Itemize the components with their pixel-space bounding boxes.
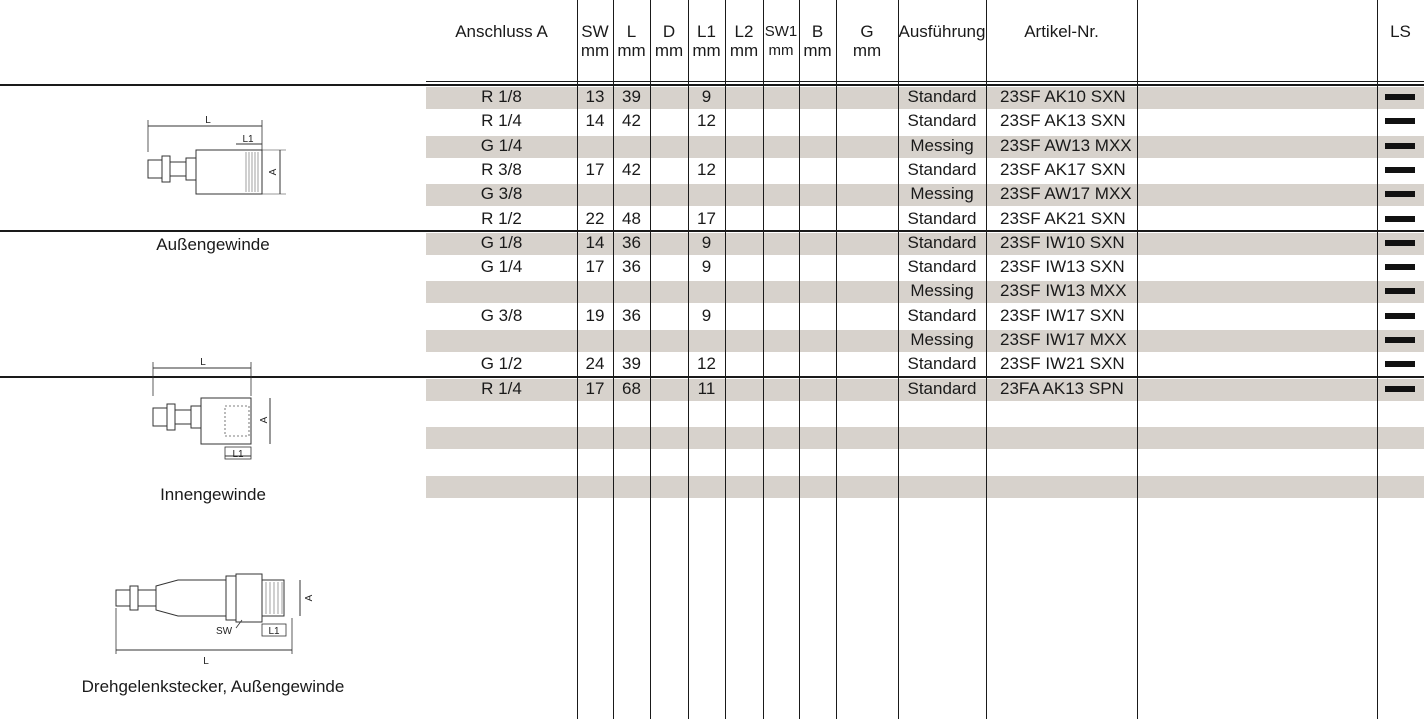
cell-ausfuehrung: Standard xyxy=(907,232,977,252)
cell-sw xyxy=(577,474,613,498)
header-l xyxy=(613,0,650,82)
cell-sw: 17 xyxy=(585,257,605,277)
header-label: D xyxy=(662,22,676,41)
cell-anschluss: G 1/4 xyxy=(480,257,523,277)
collar-shape xyxy=(162,156,170,182)
cell-anschluss xyxy=(426,450,577,474)
header-unit: mm xyxy=(852,41,882,60)
header-unit: mm xyxy=(580,41,610,60)
drawing-aussengewinde xyxy=(140,112,310,212)
cell-ausfuehrung: Standard xyxy=(907,208,977,228)
cell-artikel xyxy=(986,450,1137,474)
stock-indicator xyxy=(1385,264,1415,270)
header-label: L xyxy=(626,22,637,41)
cell-anschluss: G 3/8 xyxy=(480,184,523,204)
cell-ausfuehrung: Messing xyxy=(910,281,974,301)
cell-sw: 14 xyxy=(585,111,605,131)
cell-artikel: 23SF IW13 MXX xyxy=(1000,281,1127,301)
header-label: LS xyxy=(1390,22,1411,41)
nipple-shape xyxy=(116,590,130,606)
header-unit: mm xyxy=(768,42,794,59)
cell-sw xyxy=(577,182,613,206)
cell-l1: 9 xyxy=(701,257,712,277)
dim-label-l: L xyxy=(200,357,206,368)
dim-label-l1: L1 xyxy=(268,626,280,637)
stock-indicator xyxy=(1385,118,1415,124)
cell-ausfuehrung: Messing xyxy=(910,184,974,204)
cell-artikel: 23SF AK13 SXN xyxy=(1000,111,1126,131)
ring-shape xyxy=(191,406,201,428)
cell-artikel: 23SF AK10 SXN xyxy=(1000,87,1126,106)
cell-ausfuehrung xyxy=(898,474,986,498)
cell-anschluss: G 1/4 xyxy=(480,135,523,155)
cell-ausfuehrung: Standard xyxy=(907,159,977,179)
cell-artikel xyxy=(986,401,1137,425)
cell-sw: 14 xyxy=(585,232,605,252)
stock-indicator xyxy=(1385,288,1415,294)
stock-indicator xyxy=(1385,337,1415,343)
group-label: Außengewinde xyxy=(156,235,270,254)
header-l1 xyxy=(688,0,725,82)
cell-artikel xyxy=(986,474,1137,498)
stock-indicator xyxy=(1385,143,1415,149)
cell-l xyxy=(613,474,650,498)
cell-ausfuehrung: Standard xyxy=(907,354,977,374)
cell-sw: 13 xyxy=(585,87,605,106)
cell-l1: 12 xyxy=(697,111,716,131)
cell-l1 xyxy=(688,279,725,303)
header-label: SW xyxy=(581,22,609,41)
cell-l: 42 xyxy=(622,159,641,179)
header-ls xyxy=(1377,0,1424,82)
cell-ausfuehrung xyxy=(898,425,986,449)
header-artikel xyxy=(986,0,1137,82)
header-l2 xyxy=(725,0,763,82)
header-label: L1 xyxy=(697,22,716,41)
cell-l1: 9 xyxy=(701,232,712,252)
cell-ausfuehrung: Standard xyxy=(907,257,977,277)
cell-anschluss: R 1/2 xyxy=(481,208,522,228)
cell-ausfuehrung: Standard xyxy=(907,378,977,398)
cell-l: 48 xyxy=(622,208,641,228)
cell-anschluss: R 3/8 xyxy=(481,159,522,179)
cell-sw xyxy=(577,401,613,425)
stock-indicator xyxy=(1385,361,1415,367)
cell-l: 39 xyxy=(622,87,641,106)
dim-label-sw: SW xyxy=(215,626,233,637)
cell-l1: 12 xyxy=(697,159,716,179)
header-unit: mm xyxy=(654,41,684,60)
cell-l xyxy=(613,182,650,206)
header-d xyxy=(650,0,688,82)
stock-indicator xyxy=(1385,386,1415,392)
cell-anschluss xyxy=(426,328,577,352)
cell-l xyxy=(613,134,650,158)
cell-anschluss: R 1/8 xyxy=(481,87,522,106)
stock-indicator xyxy=(1385,94,1415,100)
cell-artikel: 23SF IW13 SXN xyxy=(1000,257,1125,277)
cell-l1 xyxy=(688,450,725,474)
dim-label-l: L xyxy=(203,656,209,667)
thread-shape xyxy=(262,580,284,616)
header-unit: mm xyxy=(617,41,646,60)
cell-anschluss: G 3/8 xyxy=(480,305,523,325)
hex-shape xyxy=(236,574,262,622)
drawing-drehgelenkstecker xyxy=(108,572,338,672)
header-unit: mm xyxy=(692,41,721,60)
stock-indicator xyxy=(1385,167,1415,173)
cell-l xyxy=(613,401,650,425)
cell-ausfuehrung: Standard xyxy=(907,111,977,131)
stock-indicator xyxy=(1385,216,1415,222)
group-label: Drehgelenkstecker, Außengewinde xyxy=(81,677,345,696)
collar-shape xyxy=(130,586,138,610)
cell-l1 xyxy=(688,328,725,352)
cell-sw xyxy=(577,134,613,158)
cell-l xyxy=(613,279,650,303)
cell-artikel: 23SF AK17 SXN xyxy=(1000,159,1126,179)
cell-ausfuehrung xyxy=(898,401,986,425)
cell-artikel: 23SF AK21 SXN xyxy=(1000,208,1126,228)
header-label: Ausführung xyxy=(898,22,986,41)
cell-ausfuehrung xyxy=(898,450,986,474)
header-label: Anschluss A xyxy=(455,22,548,41)
group-label: Innengewinde xyxy=(160,485,266,504)
cell-ausfuehrung: Standard xyxy=(907,87,977,106)
cell-l xyxy=(613,328,650,352)
header-ausfuehrung xyxy=(898,0,986,82)
dim-label-l1: L1 xyxy=(242,134,254,145)
cell-artikel: 23SF IW21 SXN xyxy=(1000,354,1125,374)
cell-ausfuehrung: Messing xyxy=(910,135,974,155)
cell-l1 xyxy=(688,474,725,498)
header-g xyxy=(836,0,898,82)
cell-l1: 11 xyxy=(697,378,716,398)
cell-artikel: 23SF IW17 MXX xyxy=(1000,330,1127,349)
cell-l: 36 xyxy=(622,232,641,252)
neck-shape xyxy=(170,162,186,176)
dim-label-a: A xyxy=(304,594,315,602)
ring-shape xyxy=(186,158,196,180)
body-shape xyxy=(201,398,251,444)
header-anschluss xyxy=(426,0,577,82)
header-label: SW1 xyxy=(764,23,798,40)
swivel-body-shape xyxy=(156,580,226,616)
cell-l: 36 xyxy=(622,305,641,325)
collar-shape xyxy=(167,404,175,430)
dim-label-a: A xyxy=(268,168,279,176)
cell-sw: 17 xyxy=(585,159,605,179)
column-divider xyxy=(1137,0,1138,719)
cell-artikel xyxy=(986,425,1137,449)
header-sw xyxy=(577,0,613,82)
cell-artikel: 23SF IW10 SXN xyxy=(1000,232,1125,252)
cell-sw: 24 xyxy=(585,354,605,374)
header-unit: mm xyxy=(729,41,759,60)
dim-label-l1: L1 xyxy=(232,449,244,460)
cell-artikel: 23SF IW17 SXN xyxy=(1000,305,1125,325)
column-divider xyxy=(763,0,764,719)
cell-l1 xyxy=(688,425,725,449)
cell-anschluss: G 1/2 xyxy=(480,354,523,374)
header-label: G xyxy=(860,22,874,41)
header-b xyxy=(799,0,836,82)
cell-sw: 19 xyxy=(585,305,605,325)
cell-sw xyxy=(577,425,613,449)
stock-indicator xyxy=(1385,240,1415,246)
neck-shape xyxy=(175,410,191,424)
stock-indicator xyxy=(1385,191,1415,197)
header-unit: mm xyxy=(803,41,832,60)
cell-l1: 12 xyxy=(697,354,716,374)
dim-label-l: L xyxy=(205,115,211,126)
cell-anschluss xyxy=(426,425,577,449)
cell-l1: 17 xyxy=(697,208,716,228)
cell-artikel: 23SF AW17 MXX xyxy=(1000,184,1132,204)
cell-sw xyxy=(577,328,613,352)
cell-l1 xyxy=(688,134,725,158)
header-sw1 xyxy=(763,0,799,82)
cell-anschluss: R 1/4 xyxy=(481,378,522,398)
cell-l: 42 xyxy=(622,111,641,131)
cell-l: 68 xyxy=(622,378,641,398)
column-divider xyxy=(799,0,800,719)
neck-shape xyxy=(138,590,156,606)
cell-sw: 17 xyxy=(585,378,605,398)
cell-artikel: 23SF AW13 MXX xyxy=(1000,135,1132,155)
cell-anschluss xyxy=(426,401,577,425)
header-label: L2 xyxy=(734,22,754,41)
cell-sw xyxy=(577,279,613,303)
cell-l1: 9 xyxy=(701,305,712,325)
column-divider xyxy=(725,0,726,719)
cell-ausfuehrung: Messing xyxy=(910,330,974,349)
cell-anschluss xyxy=(426,474,577,498)
header-label: B xyxy=(811,22,824,41)
nipple-shape xyxy=(153,408,167,426)
cell-artikel: 23FA AK13 SPN xyxy=(1000,378,1124,398)
stock-indicator xyxy=(1385,313,1415,319)
cell-sw xyxy=(577,450,613,474)
nipple-shape xyxy=(148,160,162,178)
header-label: Artikel-Nr. xyxy=(1024,22,1099,41)
cell-anschluss: R 1/4 xyxy=(481,111,522,131)
cell-anschluss xyxy=(426,279,577,303)
cell-l: 36 xyxy=(622,257,641,277)
cell-l1: 9 xyxy=(701,87,712,106)
cell-anschluss: G 1/8 xyxy=(480,232,523,252)
dim-label-a: A xyxy=(259,416,270,424)
column-divider xyxy=(836,0,837,719)
cell-l1 xyxy=(688,401,725,425)
column-divider xyxy=(1377,0,1378,719)
cell-l xyxy=(613,425,650,449)
cell-sw: 22 xyxy=(585,208,605,228)
column-divider xyxy=(650,0,651,719)
drawing-innengewinde xyxy=(145,356,295,466)
ring-shape xyxy=(226,576,236,620)
cell-l: 39 xyxy=(622,354,641,374)
cell-l xyxy=(613,450,650,474)
cell-ausfuehrung: Standard xyxy=(907,305,977,325)
cell-l1 xyxy=(688,182,725,206)
